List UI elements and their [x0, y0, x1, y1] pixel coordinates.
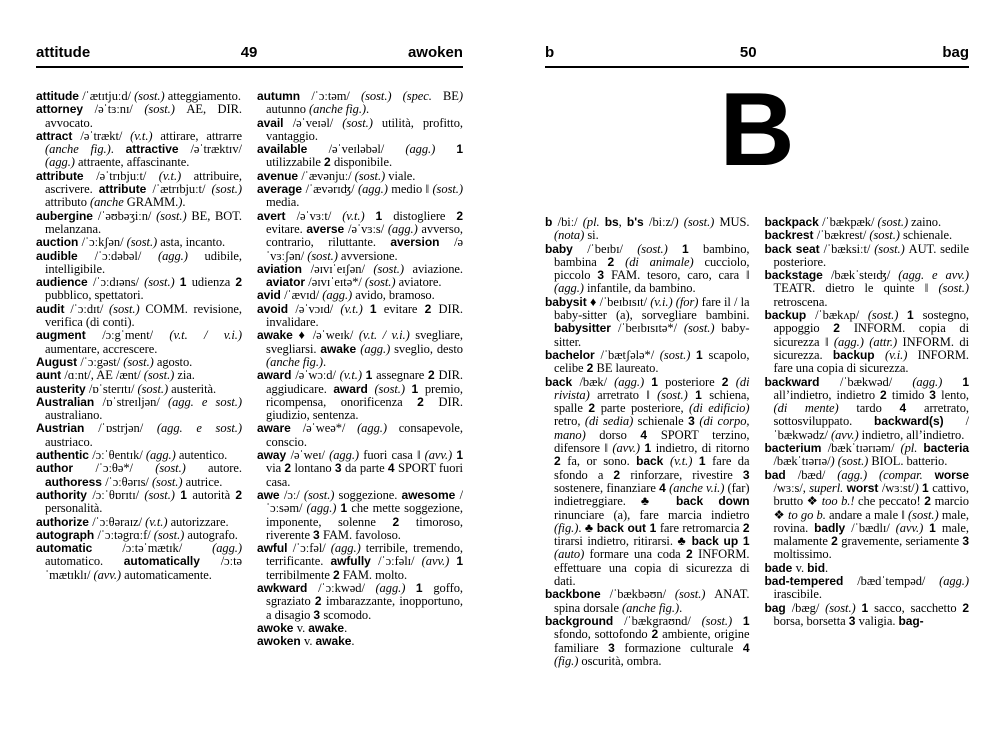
dictionary-entry: babysit ♦ /ˈbeɪbɪsɪt/ (v.i.) (for) fare il / la baby-sitter (a), sorvegliare bambini. babysitter /ˈbeɪbɪsɪtə*/ (sost.) baby-sitter.	[545, 294, 750, 349]
dictionary-entry: back seat /ˈbæksiːt/ (sost.) AUT. sedile posteriore.	[764, 241, 969, 269]
dictionary-entry: audible /ˈɔːdəbəl/ (agg.) udibile, intelligibile.	[36, 248, 242, 276]
dictionary-entry: background /ˈbækgraʊnd/ (sost.) 1 sfondo, sottofondo 2 ambiente, origine familiare 3 formazione culturale 4 (fig.) oscurità, ombra.	[545, 613, 750, 668]
dictionary-entry: backstage /bækˈsteɪʤ/ (agg. e avv.) TEATR. dietro le quinte ‖ (sost.) retroscena.	[764, 268, 969, 309]
dictionary-entry: attitude /ˈætɪtjuːd/ (sost.) atteggiamento.	[36, 89, 241, 103]
dictionary-entry: bachelor /ˈbætʃələ*/ (sost.) 1 scapolo, celibe 2 BE laureato.	[545, 347, 750, 376]
dictionary-entry: automatic /ɔːtəˈmætɪk/ (agg.) automatico. automatically /ɔːtəˈmætɪklɪ/ (avv.) automaticamente.	[36, 541, 242, 582]
dictionary-entry: avid /ˈævɪd/ (agg.) avido, bramoso.	[257, 288, 435, 303]
dictionary-entry: Australian /ɒˈstreɪljən/ (agg. e sost.) australiano.	[36, 394, 242, 423]
dictionary-entry: August /ˈɔːgəst/ (sost.) agosto.	[36, 354, 193, 369]
dictionary-entry: aviation /əɪvɪˈeɪʃən/ (sost.) aviazione. aviator /əɪvɪˈeɪtə*/ (sost.) aviatore.	[257, 261, 463, 290]
dictionary-entry: bacterium /bækˈtɪərɪəm/ (pl. bacteria /bækˈtɪərɪə/) (sost.) BIOL. batterio.	[764, 441, 969, 469]
guide-word-first: attitude	[36, 44, 91, 61]
dictionary-entry: awkward /ˈɔːkwəd/ (agg.) 1 goffo, sgraziato 2 imbarazzante, inopportuno, a disagio 3 scomodo.	[257, 580, 463, 622]
dictionary-entry: back /bæk/ (agg.) 1 posteriore 2 (di rivista) arretrato ‖ (sost.) 1 schiena, spalle 2 parte posteriore, (di edificio) retro, (di sedia) schienale 3 (di corpo, mano) dorso 4 SPORT terzino, difensore ‖ (avv.) 1 indietro, di ritorno 2 fa, or sono. back (v.t.) 1 fare da sfondo a 2 rinforzare, rivestire 3 sostenere, finanziare 4 (anche v.i.) (far) indietreggiare. ♣ back down rinunciare (a), fare marcia indietro (fig.). ♣ back out 1 fare retromarcia 2 tirarsi indietro, ritirarsi. ♣ back up 1 (auto) formare una coda 2 INFORM. effettuare una copia di sicurezza di dati.	[545, 374, 750, 589]
dictionary-entry: aware /əˈweə*/ (agg.) consapevole, conscio.	[257, 421, 463, 449]
dictionary-page-50	[545, 44, 969, 668]
dictionary-entry: avenue /ˈævənjuː/ (sost.) viale.	[257, 168, 416, 183]
section-letter: B	[719, 72, 795, 188]
dictionary-entry: award /əˈwɔːd/ (v.t.) 1 assegnare 2 DIR. aggiudicare. award (sost.) 1 premio, ricompensa, onorificenza 2 DIR. giudizio, sentenza.	[257, 368, 463, 423]
text-columns	[545, 216, 969, 668]
dictionary-entry: awoke v. awake.	[257, 620, 348, 635]
dictionary-entry: average /ˈævərɪʤ/ (agg.) medio ‖ (sost.) media.	[257, 182, 463, 210]
dictionary-entry: audit /ˈɔːdɪt/ (sost.) COMM. revisione, verifica (di conti).	[36, 301, 242, 330]
dictionary-entry: backpack /ˈbækpæk/ (sost.) zaino.	[764, 215, 942, 229]
page-header	[36, 44, 463, 68]
dictionary-entry: aubergine /ˈəʊbəʒiːn/ (sost.) BE, BOT. melanzana.	[36, 208, 242, 236]
dictionary-entry: authorize /ˈɔːθəraɪz/ (v.t.) autorizzare.	[36, 514, 229, 529]
dictionary-entry: away /əˈweɪ/ (agg.) fuori casa ‖ (avv.) 1 via 2 lontano 3 da parte 4 SPORT fuori casa.	[257, 448, 463, 489]
dictionary-entry: bad-tempered /bædˈtempəd/ (agg.) irascibile.	[764, 574, 969, 602]
dictionary-entry: avert /əˈvɜːt/ (v.t.) 1 distogliere 2 evitare. averse /əˈvɜːs/ (agg.) avverso, contrario, riluttante. aversion /əˈvɜːʃən/ (sost.) avversione.	[257, 208, 463, 263]
dictionary-entry: avail /əˈveɪəl/ (sost.) utilità, profitto, vantaggio.	[257, 115, 463, 143]
dictionary-entry: auction /ˈɔːkʃən/ (sost.) asta, incanto.	[36, 235, 226, 250]
dictionary-entry: backward /ˈbækwəd/ (agg.) 1 all’indietro, indietro 2 timido 3 lento, (di mente) tardo 4 arretrato, sottosviluppato. backward(s) /ˈbækwədz/ (avv.) indietro, all’indietro.	[764, 374, 969, 442]
dictionary-entry: b /biː/ (pl. bs, b's /biːz/) (sost.) MUS. (nota) si.	[545, 215, 750, 243]
dictionary-entry: aunt /ɑːnt/, AE /ænt/ (sost.) zia.	[36, 368, 195, 383]
dictionary-entry: backrest /ˈbækrest/ (sost.) schienale.	[764, 228, 953, 243]
dictionary-entry: austerity /ɒˈsterɪtɪ/ (sost.) austerità.	[36, 381, 217, 396]
dictionary-entry: authentic /ɔːˈθentɪk/ (agg.) autentico.	[36, 448, 228, 463]
dictionary-entry: awe /ɔː/ (sost.) soggezione. awesome /ˈɔːsəm/ (agg.) 1 che mette soggezione, imponente, solenne 2 timoroso, riverente 3 FAM. favoloso.	[257, 487, 463, 542]
dictionary-entry: audience /ˈɔːdɪəns/ (sost.) 1 udienza 2 pubblico, spettatori.	[36, 275, 242, 303]
page-number: 50	[739, 44, 757, 61]
dictionary-entry: Austrian /ˈɒstrjən/ (agg. e sost.) austriaco.	[36, 421, 242, 449]
dictionary-page-49	[36, 44, 463, 648]
guide-word-last: awoken	[407, 44, 463, 61]
page-number: 49	[240, 44, 258, 61]
dictionary-entry: autumn /ˈɔːtəm/ (sost.) (spec. BE) autunno (anche fig.).	[257, 89, 463, 117]
column-left	[545, 216, 750, 668]
page-header	[545, 44, 969, 68]
dictionary-entry: avoid /əˈvɔɪd/ (v.t.) 1 evitare 2 DIR. invalidare.	[257, 301, 463, 330]
dictionary-entry: author /ˈɔːθə*/ (sost.) autore. authoress /ˈɔːθərɪs/ (sost.) autrice.	[36, 461, 242, 489]
dictionary-entry: attorney /əˈtɜːnɪ/ (sost.) AE, DIR. avvocato.	[36, 102, 242, 130]
dictionary-entry: bade v. bid.	[764, 560, 829, 575]
dictionary-entry: backbone /ˈbækbəʊn/ (sost.) ANAT. spina dorsale (anche fig.).	[545, 587, 750, 615]
dictionary-entry: autograph /ˈɔːtəgrɑːf/ (sost.) autografo.	[36, 527, 238, 542]
dictionary-entry: authority /ɔːˈθɒrɪtɪ/ (sost.) 1 autorità 2 personalità.	[36, 487, 242, 516]
dictionary-entry: awoken v. awake.	[257, 634, 355, 649]
column-right	[765, 216, 970, 668]
dictionary-entry: backup /ˈbækʌp/ (sost.) 1 sostegno, appoggio 2 INFORM. copia di sicurezza ‖ (agg.) (attr.) INFORM. di sicurezza. backup (v.i.) INFORM. fare una copia di sicurezza.	[764, 308, 970, 376]
text-columns	[36, 90, 463, 648]
column-left	[36, 90, 242, 648]
guide-word-first: b	[545, 44, 555, 61]
column-right	[257, 90, 463, 648]
dictionary-entry: attract /əˈtrækt/ (v.t.) attirare, attrarre (anche fig.). attractive /əˈtræktɪv/ (agg.) attraente, affascinante.	[36, 128, 242, 170]
dictionary-entry: awake ♦ /əˈweɪk/ (v.t. / v.i.) svegliare, svegliarsi. awake (agg.) sveglio, desto (anche fig.).	[257, 328, 463, 369]
dictionary-entry: augment /ɔːgˈment/ (v.t. / v.i.) aumentare, accrescere.	[36, 328, 242, 356]
dictionary-entry: attribute /əˈtrɪbjuːt/ (v.t.) attribuire, ascrivere. attribute /ˈætrɪbjuːt/ (sost.) attributo (anche GRAMM.).	[36, 168, 242, 210]
dictionary-entry: bad /bæd/ (agg.) (compar. worse /wɜːs/, superl. worst /wɜːst/) 1 cattivo, brutto ❖ too b.! che peccato! 2 marcio ❖ to go b. andare a male ‖ (sost.) male, rovina. badly /ˈbædlɪ/ (avv.) 1 male, malamente 2 gravemente, seriamente 3 moltissimo.	[764, 467, 969, 562]
dictionary-entry: baby /ˈbeɪbɪ/ (sost.) 1 bambino, bambina 2 (di animale) cucciolo, piccolo 3 FAM. tesoro, caro, cara ‖ (agg.) infantile, da bambino.	[545, 241, 750, 296]
dictionary-entry: available /əˈveɪləbəl/ (agg.) 1 utilizzabile 2 disponibile.	[257, 142, 463, 170]
dictionary-entry: awful /ˈɔːfəl/ (agg.) terribile, tremendo, terrificante. awfully /ˈɔːfəlɪ/ (avv.) 1 terribilmente 2 FAM. molto.	[257, 541, 463, 582]
dictionary-entry: bag /bæg/ (sost.) 1 sacco, sacchetto 2 borsa, borsetta 3 valigia. bag-	[764, 600, 970, 628]
guide-word-last: bag	[942, 44, 969, 61]
